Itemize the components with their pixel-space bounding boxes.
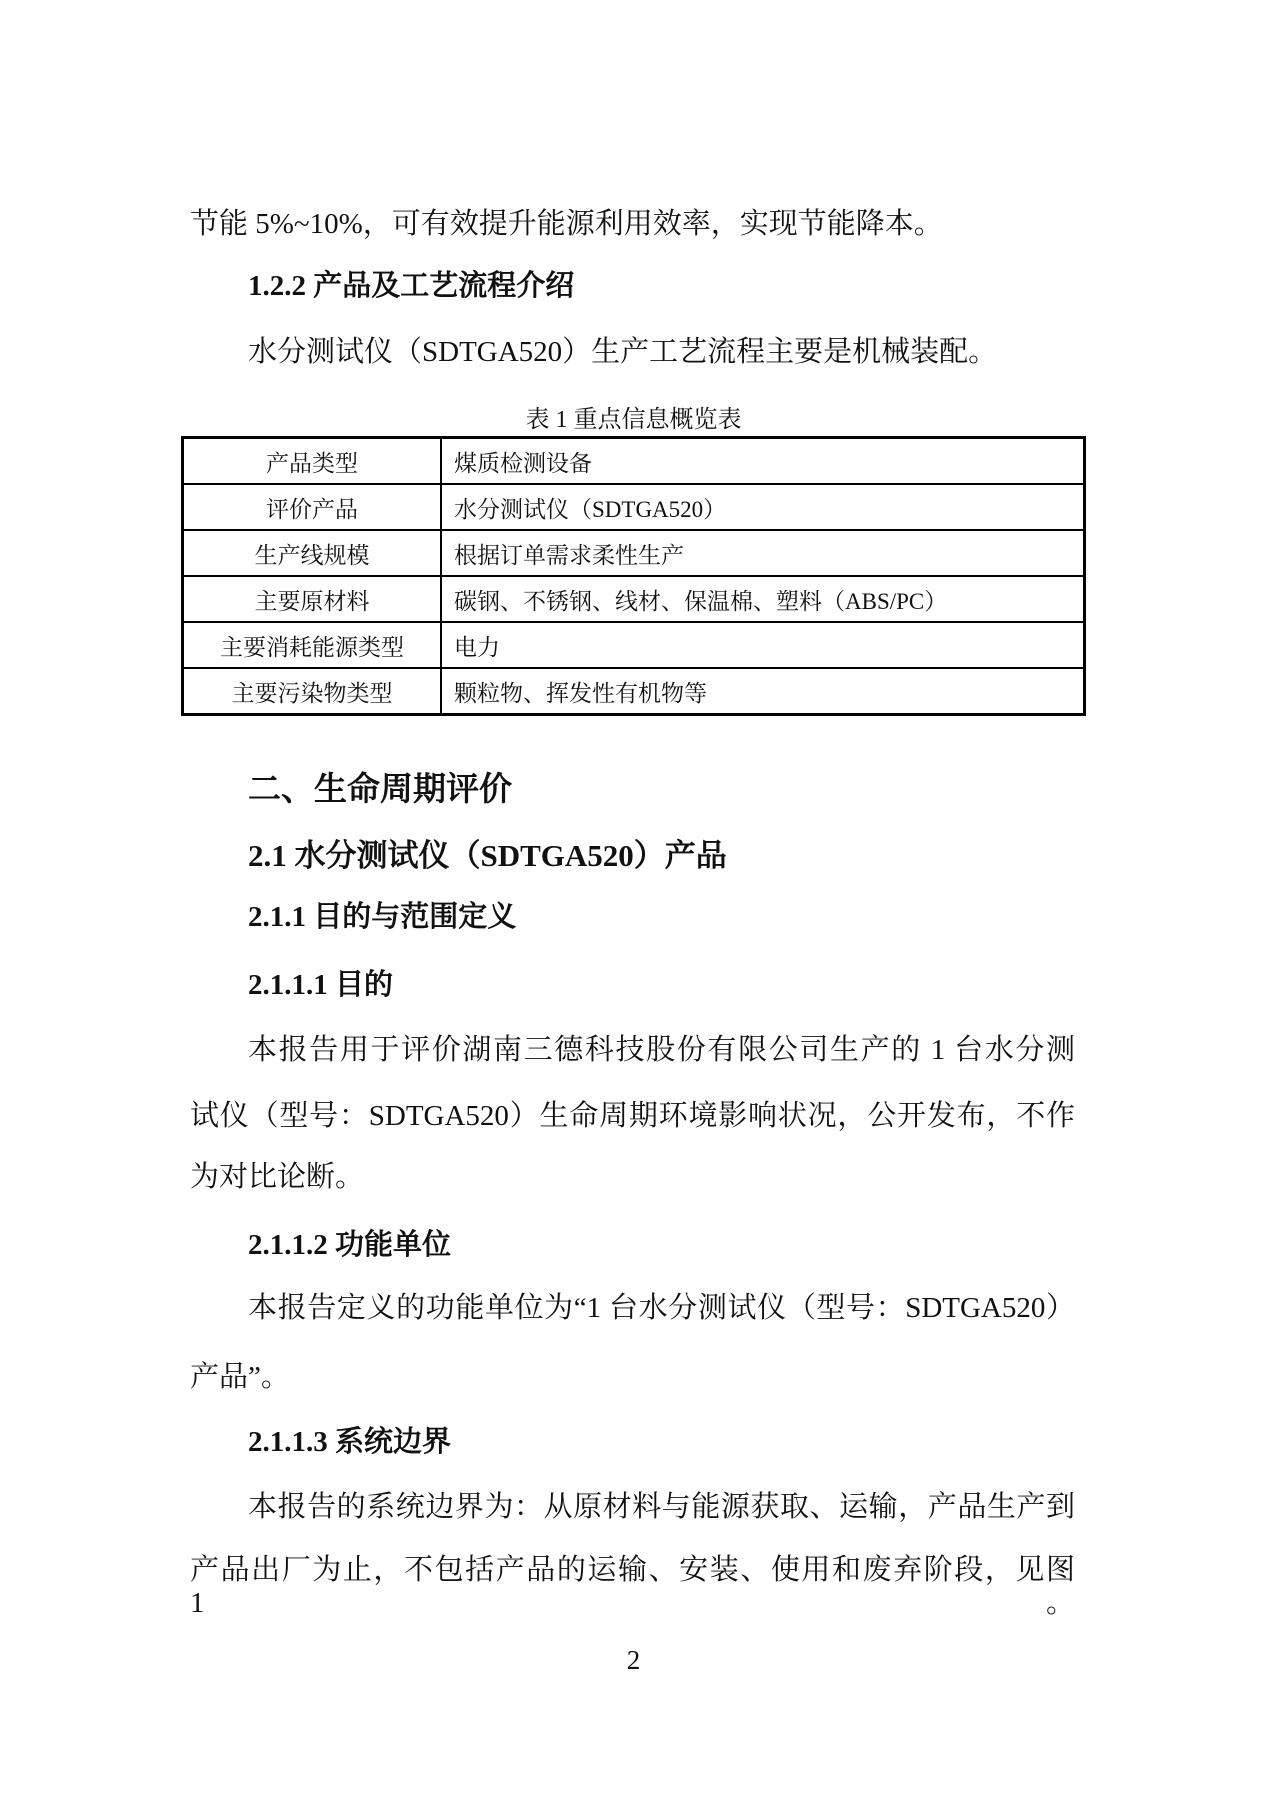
section-heading-2-1-1-2: 2.1.1.2 功能单位 bbox=[248, 1229, 452, 1261]
row-label-cell: 主要污染物类型 bbox=[183, 668, 442, 715]
body-line-functional-unit-1: 本报告定义的功能单位为“1 台水分测试仪（型号：SDTGA520） bbox=[248, 1292, 1075, 1324]
row-label-cell: 生产线规模 bbox=[183, 530, 442, 576]
row-value-cell: 煤质检测设备 bbox=[441, 438, 1085, 485]
row-label-cell: 主要消耗能源类型 bbox=[183, 622, 442, 668]
row-label-cell: 主要原材料 bbox=[183, 576, 442, 622]
body-line-functional-unit-2: 产品”。 bbox=[190, 1361, 290, 1393]
section-heading-2-1-1: 2.1.1 目的与范围定义 bbox=[248, 901, 517, 933]
row-value-cell: 电力 bbox=[441, 622, 1085, 668]
row-value-cell: 水分测试仪（SDTGA520） bbox=[441, 484, 1085, 530]
table-row bbox=[183, 622, 1085, 668]
body-line-purpose-1: 本报告用于评价湖南三德科技股份有限公司生产的 1 台水分测 bbox=[248, 1034, 1075, 1066]
table-row bbox=[183, 530, 1085, 576]
table-row bbox=[183, 438, 1085, 485]
section-heading-2-1-1-1: 2.1.1.1 目的 bbox=[248, 969, 394, 1001]
row-value-cell: 碳钢、不锈钢、线材、保温棉、塑料（ABS/PC） bbox=[441, 576, 1085, 622]
section-heading-2-1-1-3: 2.1.1.3 系统边界 bbox=[248, 1426, 452, 1458]
page-number: 2 bbox=[626, 1645, 641, 1675]
body-line-purpose-2: 试仪（型号：SDTGA520）生命周期环境影响状况，公开发布，不作 bbox=[190, 1100, 1075, 1132]
section-heading-2: 二、生命周期评价 bbox=[248, 772, 512, 808]
body-line-system-boundary-2: 产品出厂为止，不包括产品的运输、安装、使用和废弃阶段，见图 1。 bbox=[190, 1554, 1075, 1620]
table-caption: 表 1 重点信息概览表 bbox=[525, 407, 742, 433]
row-value-cell: 根据订单需求柔性生产 bbox=[441, 530, 1085, 576]
row-label-cell: 评价产品 bbox=[183, 484, 442, 530]
section-heading-1-2-2: 1.2.2 产品及工艺流程介绍 bbox=[248, 270, 575, 302]
body-line-system-boundary-1: 本报告的系统边界为：从原材料与能源获取、运输，产品生产到 bbox=[248, 1491, 1075, 1523]
table-row bbox=[183, 576, 1085, 622]
table-row bbox=[183, 484, 1085, 530]
key-info-table bbox=[181, 436, 1086, 716]
row-value-cell: 颗粒物、挥发性有机物等 bbox=[441, 668, 1085, 715]
body-line-purpose-3: 为对比论断。 bbox=[190, 1161, 365, 1193]
row-label-cell: 产品类型 bbox=[183, 438, 442, 485]
section-heading-2-1: 2.1 水分测试仪（SDTGA520）产品 bbox=[248, 838, 727, 873]
body-line-energy-saving: 节能 5%~10%，可有效提升能源利用效率，实现节能降本。 bbox=[190, 208, 943, 240]
body-line-process-intro: 水分测试仪（SDTGA520）生产工艺流程主要是机械装配。 bbox=[248, 336, 998, 368]
table-row bbox=[183, 668, 1085, 715]
